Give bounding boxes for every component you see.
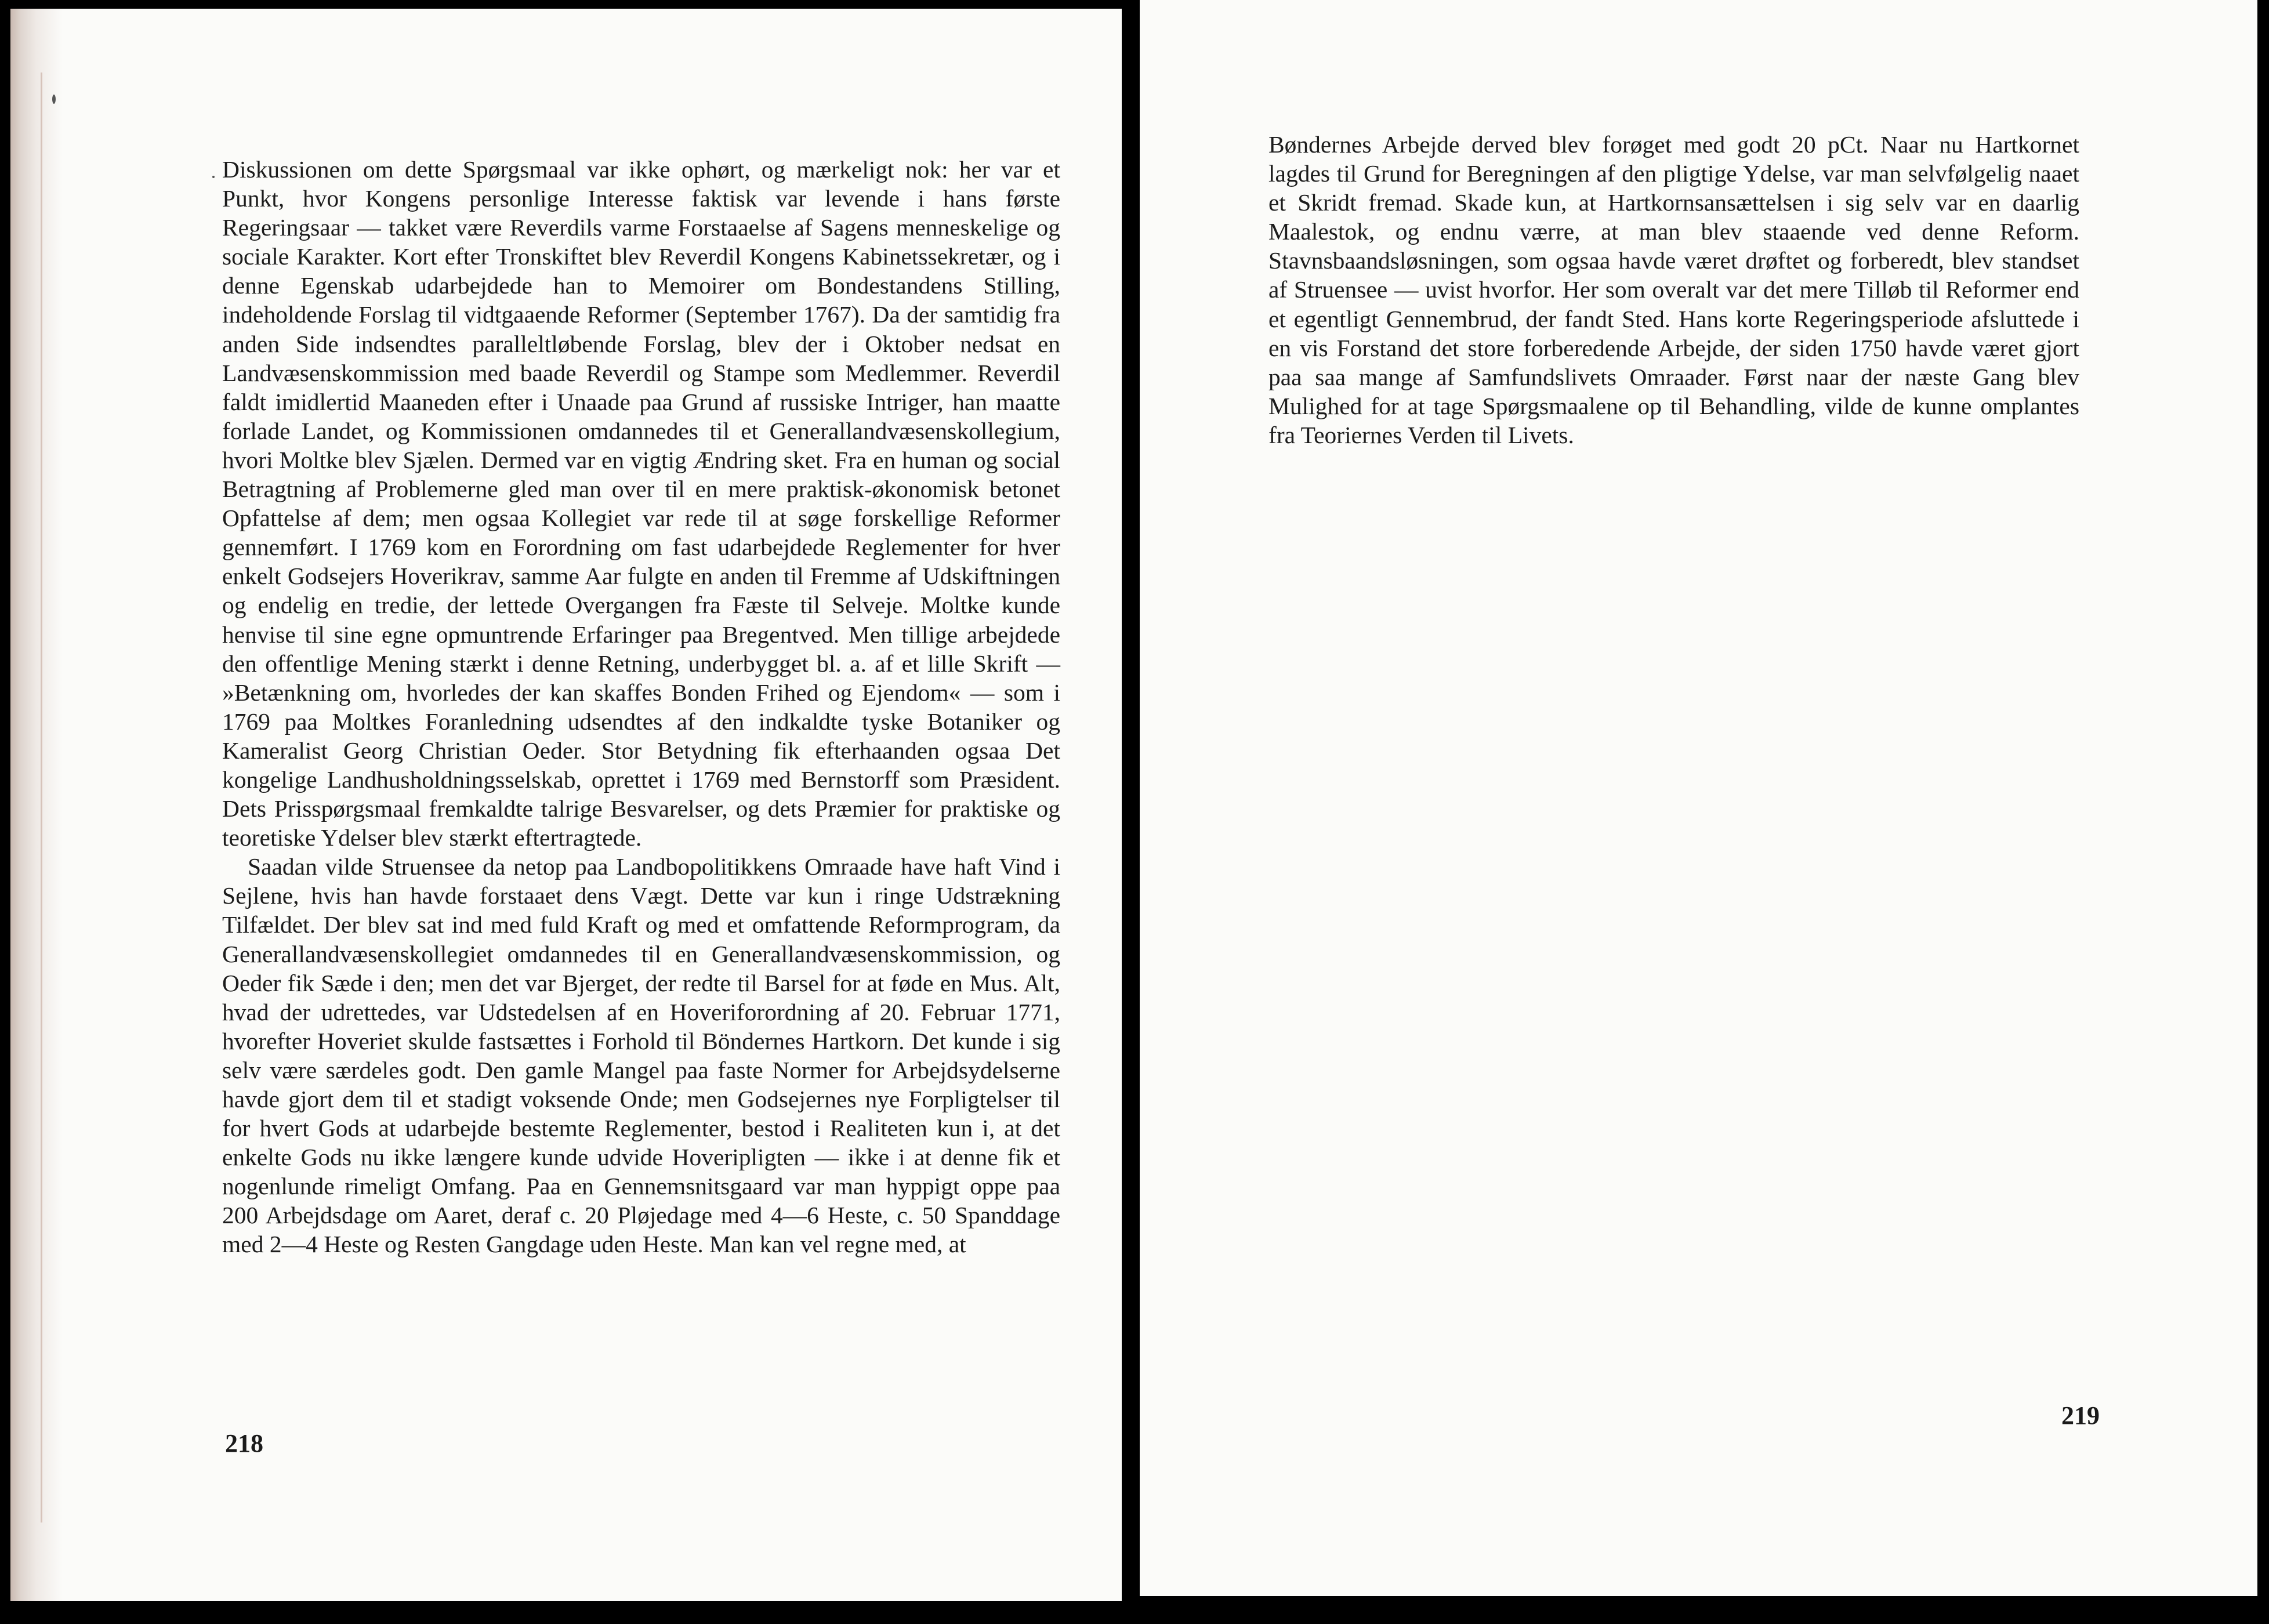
right-page-body: [1268, 130, 2079, 449]
spine-edge-line: [41, 72, 42, 1522]
paragraph: Saadan vilde Struensee da netop paa Landbopolitikkens Omraade have haft Vind i Sejlene, hvis han havde forstaaet dens Vægt. Dette var kun i ringe Udstrækning Tilfældet. Der blev sat ind med fuld Kraft og med et omfattende Reformprogram, da Generallandvæsenskollegiet omdannedes til en Generallandvæsenskommission, og Oeder fik Sæde i den; men det var Bjerget, der redte til Barsel for at føde en Mus. Alt, hvad der udrettedes, var Udstedelsen af en Hoveriforordning af 20. Februar 1771, hvorefter Hoveriet skulde fastsættes i Forhold til Böndernes Hartkorn. Det kunde i sig selv være særdeles godt. Den gamle Mangel paa faste Normer for Arbejdsydelserne havde gjort dem til et stadigt voksende Onde; men Godsejernes nye Forpligtelser til for hvert Gods at udarbejde bestemte Reglementer, bestod i Realiteten kun i, at det enkelte Gods nu ikke længere kunde udvide Hoveripligten — ikke i at denne fik et nogenlunde rimeligt Omfang. Paa en Gennemsnitsgaard var man hyppigt oppe paa 200 Arbejdsdage om Aaret, deraf c. 20 Pløjedage med 4—6 Heste, c. 50 Spanddage med 2—4 Heste og Resten Gangdage uden Heste. Man kan vel regne med, at: [222, 853, 1060, 1258]
print-speck: [52, 95, 56, 104]
print-speck: [212, 176, 215, 178]
left-page: [10, 9, 1122, 1601]
page-number: 219: [2061, 1401, 2100, 1430]
spine-shadow: [10, 9, 63, 1601]
left-page-body: [222, 155, 1060, 1259]
paragraph: Bøndernes Arbejde derved blev forøget med godt 20 pCt. Naar nu Hartkornet lagdes til Grund for Beregningen af den pligtige Ydelse, var man selvfølgelig naaet et Skridt fremad. Skade kun, at Hartkornsansættelsen i sig selv var en daarlig Maalestok, og endnu værre, at man blev staaende ved denne Reform. Stavnsbaandsløsningen, som ogsaa havde været drøftet og forberedt, blev standset af Struensee — uvist hvorfor. Her som overalt var det mere Tilløb til Reformer end et egentligt Gennembrud, der fandt Sted. Hans korte Regeringsperiode afsluttede i en vis Forstand det store forberedende Arbejde, der siden 1750 havde været gjort paa saa mange af Samfundslivets Omraader. Først naar der næste Gang blev Mulighed for at tage Spørgsmaalene op til Behandling, vilde de kunne omplantes fra Teoriernes Verden til Livets.: [1268, 131, 2079, 448]
page-number: 218: [225, 1429, 263, 1458]
right-page: [1140, 0, 2257, 1596]
paragraph: Diskussionen om dette Spørgsmaal var ikke ophørt, og mærkeligt nok: her var et Punkt, hvor Kongens personlige Interesse faktisk var levende i hans første Regeringsaar — takket være Reverdils varme Forstaaelse af Sagens menneskelige og sociale Karakter. Kort efter Tronskiftet blev Reverdil Kongens Kabinetssekretær, og i denne Egenskab udarbejdede han to Memoirer om Bondestandens Stilling, indeholdende Forslag til vidtgaaende Reformer (September 1767). Da der samtidig fra anden Side indsendtes paralleltløbende Forslag, blev der i Oktober nedsat en Landvæsenskommission med baade Reverdil og Stampe som Medlemmer. Reverdil faldt imidlertid Maaneden efter i Unaade paa Grund af russiske Intriger, han maatte forlade Landet, og Kommissionen omdannedes til et Generallandvæsenskollegium, hvori Moltke blev Sjælen. Dermed var en vigtig Ændring sket. Fra en human og social Betragtning af Problemerne gled man over til en mere praktisk-økonomisk betonet Opfattelse af dem; men ogsaa Kollegiet var rede til at søge forskellige Reformer gennemført. I 1769 kom en Forordning om fast udarbejdede Reglementer for hver enkelt Godsejers Hoverikrav, samme Aar fulgte en anden til Fremme af Udskiftningen og endelig en tredie, der lettede Overgangen fra Fæste til Selveje. Moltke kunde henvise til sine egne opmuntrende Erfaringer paa Bregentved. Men tillige arbejdede den offentlige Mening stærkt i denne Retning, underbygget bl. a. af et lille Skrift — »Betænkning om, hvorledes der kan skaffes Bonden Frihed og Ejendom« — som i 1769 paa Moltkes Foranledning udsendtes af den indkaldte tyske Botaniker og Kameralist Georg Christian Oeder. Stor Betydning fik efterhaanden ogsaa Det kongelige Landhusholdningsselskab, oprettet i 1769 med Bernstorff som Præsident. Dets Prisspørgsmaal fremkaldte talrige Besvarelser, og dets Præmier for praktiske og teoretiske Ydelser blev stærkt eftertragtede.: [222, 156, 1060, 851]
